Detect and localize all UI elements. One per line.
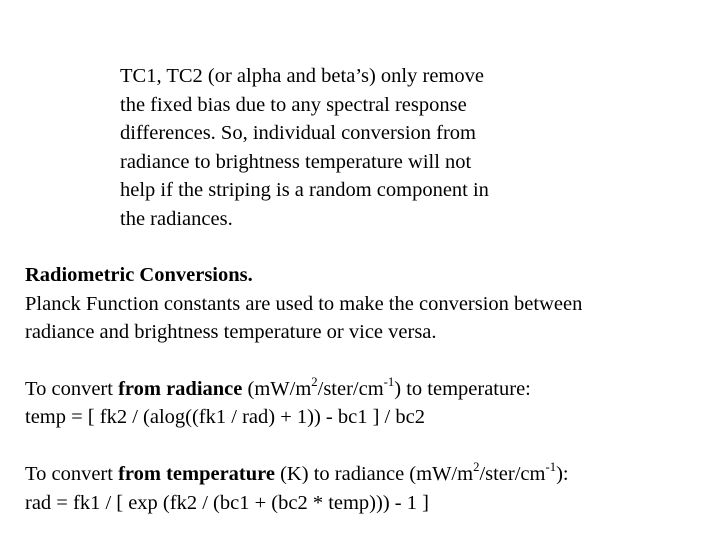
note-line: TC1, TC2 (or alpha and beta’s) only remove [120,65,484,87]
spacer [25,432,715,460]
note-line: the radiances. [120,207,233,230]
note-line: the fixed bias due to any spectral response [120,93,467,116]
intro-line: radiance and brightness temperature or vice versa. [25,321,437,344]
rad-to-temp-description: To convert from radiance $(mW/m^2/ster/cm^{-1})$ to temperature: [25,374,531,400]
note-line: help if the striping is a random component in [120,179,489,202]
rad-to-temp-formula: temp = [ fk2 / (alog((fk1 / rad) + 1)) - bc1 ] / bc2 [25,406,425,429]
spacer [25,347,715,375]
temp-to-rad-formula: rad = fk1 / [ exp (fk2 / (bc1 + (bc2 * temp))) - 1 ] [25,491,429,514]
intro-line: Planck Function constants are used to make the conversion between [25,292,583,315]
note-line: radiance to brightness temperature will not [120,150,472,173]
striping-note [120,62,570,234]
note-line: differences. So, individual conversion from [120,122,477,145]
radiometric-conversions-section [25,261,715,517]
section-heading: Radiometric Conversions. [25,264,253,286]
temp-to-rad-description: To convert from temperature (K) to radiance $(mW/m^2/ster/cm^{-1})$: [25,460,569,485]
